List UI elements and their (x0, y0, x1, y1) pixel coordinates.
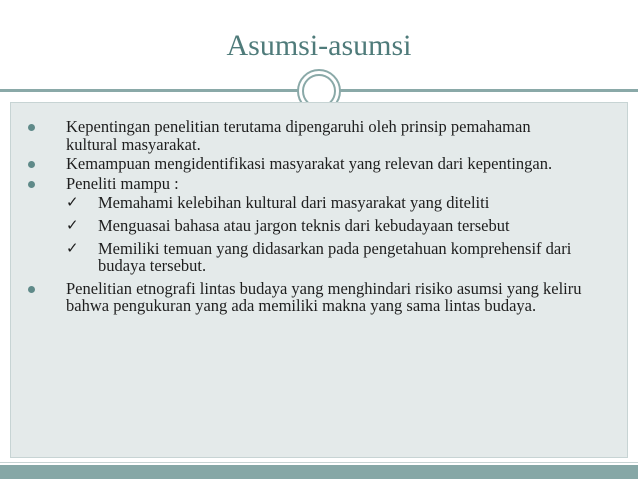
sub-item-text: Memiliki temuan yang didasarkan pada pengetahuan komprehensif dari budaya tersebut. (98, 238, 572, 276)
round-bullet-icon (28, 124, 35, 131)
round-bullet-icon (28, 161, 35, 168)
bullet-text: Kemampuan mengidentifikasi masyarakat yang relevan dari kepentingan. (66, 154, 553, 174)
sub-item (66, 240, 582, 275)
bullet-item (22, 155, 582, 173)
sub-item-text: Memahami kelebihan kultural dari masyarakat yang diteliti (98, 193, 490, 213)
slide-title: Asumsi-asumsi (226, 29, 412, 62)
checkmark-icon: ✓ (66, 193, 79, 212)
sub-item (66, 194, 582, 212)
round-bullet-icon (28, 181, 35, 188)
bullet-text: Peneliti mampu : (66, 173, 179, 193)
bullet-item (22, 280, 582, 315)
bullet-item (22, 118, 582, 153)
sub-list (66, 194, 582, 274)
checkmark-icon: ✓ (66, 215, 79, 234)
bullet-item (22, 175, 582, 275)
checkmark-icon: ✓ (66, 238, 79, 257)
sub-item-text: Menguasai bahasa atau jargon teknis dari kebudayaan tersebut (98, 215, 510, 235)
round-bullet-icon (28, 286, 35, 293)
footer-bar (0, 465, 638, 479)
bullet-list (22, 118, 582, 317)
sub-item (66, 217, 582, 235)
bullet-text: Kepentingan penelitian terutama dipengaruhi oleh prinsip pemahaman kultural masyarakat. (66, 117, 531, 154)
bullet-text: Penelitian etnografi lintas budaya yang menghindari risiko asumsi yang keliru bahwa pengukuran yang ada memiliki makna yang sama lintas budaya. (66, 278, 582, 316)
bottom-divider (0, 462, 638, 463)
